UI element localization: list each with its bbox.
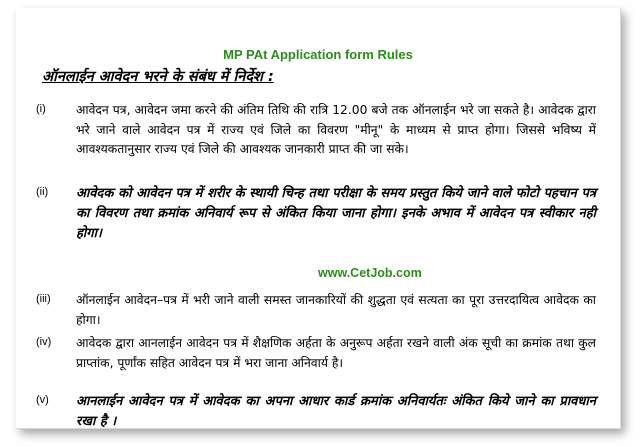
- item-text: आनलाईन आवेदन पत्र में आवेदक का अपना आधार कार्ड क्रमांक अनिवार्यतः अंकित किये जाने का प्रावधान रखा है ।: [76, 394, 596, 429]
- item-number: (iv): [36, 336, 52, 348]
- item-text: आवेदक द्वारा आनलाईन आवेदन पत्र में शैक्षणिक अर्हता के अनुरूप अर्हता रखने वाली अंक सूची का क्रमांक तथा कुल प्राप्तांक, पूर्णांक सहित आवेदन पत्र में भरा जाना अनिवार्य है।: [76, 336, 596, 370]
- watermark-text: www.CetJob.com: [318, 266, 422, 280]
- item-number: (ii): [36, 186, 49, 198]
- item-number: (i): [36, 103, 46, 115]
- item-number: (v): [36, 394, 49, 406]
- section-heading: ऑनलाईन आवेदन भरने के संबंध में निर्देश :: [42, 69, 274, 85]
- document-page: [16, 8, 621, 429]
- item-number: (iii): [36, 293, 51, 305]
- item-text: आवेदन पत्र, आवेदन जमा करने की अंतिम तिथि की रात्रि 12.00 बजे तक ऑनलाईन भरे जा सकते है। आवेदक द्वारा भरे जाने वाले आवेदन पत्र में राज्य एवं जिले का विवरण "मीनू" के माध्यम से प्राप्त होगा। जिससे भविष्य में आवश्यकतानुसार राज्य एवं जिले की आवश्यक जानकारी प्राप्त की जा सके।: [76, 103, 596, 156]
- item-text: ऑनलाईन आवेदन–पत्र में भरी जाने वाली समस्त जानकारियों की शुद्धता एवं सत्यता का पूरा उत्तरदायित्व आवेदक का होगा।: [76, 293, 596, 327]
- document-title: MP PAt Application form Rules: [223, 47, 413, 62]
- item-text: आवेदक को आवेदन पत्र में शरीर के स्थायी चिन्ह तथा परीक्षा के समय प्रस्तुत किये जाने वाले फोटो पहचान पत्र का विवरण तथा क्रमांक अनिवार्य रूप से अंकित किया जाना होगा। इनके अभाव में आवेदन पत्र स्वीकार नही होगा।: [76, 186, 596, 241]
